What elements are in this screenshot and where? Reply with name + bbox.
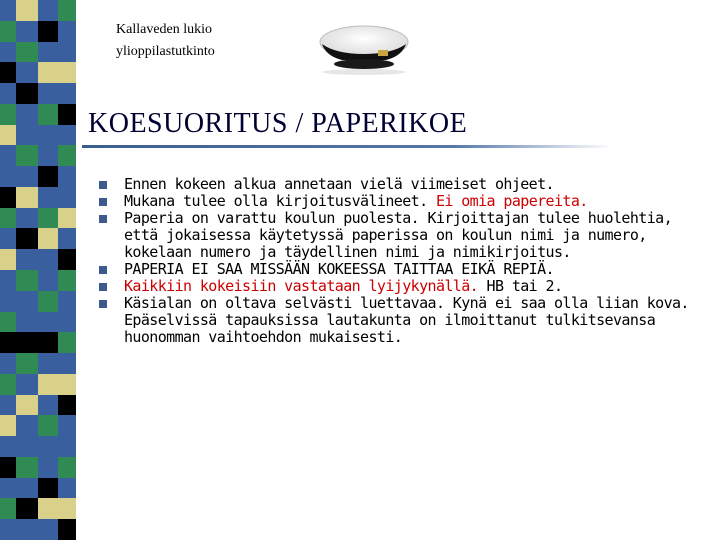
strip-block <box>58 353 76 374</box>
strip-block <box>58 83 76 104</box>
strip-block <box>58 478 76 499</box>
strip-block <box>58 21 76 42</box>
strip-block <box>0 291 16 312</box>
strip-block <box>38 312 58 333</box>
strip-block <box>38 353 58 374</box>
strip-block <box>58 187 76 208</box>
strip-block <box>38 270 58 291</box>
strip-block <box>16 374 38 395</box>
strip-block <box>16 21 38 42</box>
strip-block <box>0 478 16 499</box>
strip-block <box>38 415 58 436</box>
strip-block <box>16 353 38 374</box>
strip-block <box>0 83 16 104</box>
strip-block <box>0 312 16 333</box>
strip-block <box>16 145 38 166</box>
strip-block <box>16 415 38 436</box>
exam-name: ylioppilastutkinto <box>116 44 215 59</box>
strip-block <box>38 291 58 312</box>
strip-block <box>0 457 16 478</box>
strip-block <box>0 208 16 229</box>
strip-block <box>16 83 38 104</box>
strip-block <box>16 104 38 125</box>
strip-block <box>58 228 76 249</box>
decorative-color-strip <box>0 0 76 540</box>
strip-block <box>58 104 76 125</box>
strip-block <box>38 436 58 457</box>
strip-block <box>16 519 38 540</box>
strip-block <box>0 166 16 187</box>
bullet-square-icon <box>99 283 107 291</box>
school-name: Kallaveden lukio <box>116 22 213 37</box>
strip-block <box>58 498 76 519</box>
strip-block <box>58 42 76 63</box>
strip-block <box>38 42 58 63</box>
strip-block <box>0 42 16 63</box>
strip-block <box>0 353 16 374</box>
strip-block <box>58 125 76 146</box>
strip-block <box>58 415 76 436</box>
strip-block <box>58 436 76 457</box>
strip-block <box>38 457 58 478</box>
slide-title: KOESUORITUS / PAPERIKOE <box>88 108 468 139</box>
strip-block <box>16 498 38 519</box>
strip-block <box>38 166 58 187</box>
strip-block <box>16 125 38 146</box>
bullet-item <box>98 261 710 278</box>
strip-block <box>0 374 16 395</box>
strip-block <box>58 519 76 540</box>
strip-block <box>38 62 58 83</box>
strip-block <box>16 395 38 416</box>
strip-block <box>58 312 76 333</box>
strip-block <box>58 374 76 395</box>
bullet-text-highlight: Ei omia papereita. <box>435 192 588 210</box>
bullet-text: HB tai 2. <box>478 277 563 295</box>
strip-block <box>16 228 38 249</box>
strip-block <box>58 208 76 229</box>
strip-block <box>38 187 58 208</box>
strip-block <box>0 332 16 353</box>
strip-block <box>58 62 76 83</box>
strip-block <box>0 0 16 21</box>
strip-block <box>16 332 38 353</box>
bullet-item <box>98 210 710 261</box>
strip-block <box>58 457 76 478</box>
strip-block <box>58 145 76 166</box>
strip-block <box>38 332 58 353</box>
strip-block <box>16 436 38 457</box>
strip-block <box>38 249 58 270</box>
strip-block <box>0 145 16 166</box>
bullet-item <box>98 176 710 193</box>
strip-block <box>0 415 16 436</box>
strip-block <box>58 291 76 312</box>
graduation-cap-photo <box>308 20 416 76</box>
strip-block <box>0 104 16 125</box>
bullet-square-icon <box>99 215 107 223</box>
strip-block <box>58 395 76 416</box>
strip-block <box>38 83 58 104</box>
strip-block <box>0 249 16 270</box>
strip-block <box>16 457 38 478</box>
bullet-item <box>98 278 710 295</box>
bullet-square-icon <box>99 300 107 308</box>
strip-block <box>16 291 38 312</box>
strip-block <box>58 0 76 21</box>
bullet-text: Paperia on varattu koulun puolesta. Kirjoittajan tulee huolehtia, että jokaisessa käytetyssä paperissa on koulun nimi ja numero, kokelaan numero ja täydellinen nimi ja nimikirjoitus. <box>124 209 673 261</box>
strip-block <box>38 395 58 416</box>
bullet-text: PAPERIA EI SAA MISSÄÄN KOKEESSA TAITTAA EIKÄ REPIÄ. <box>124 260 554 278</box>
strip-block <box>16 166 38 187</box>
strip-block <box>38 498 58 519</box>
bullet-text: Mukana tulee olla kirjoitusvälineet. <box>124 192 436 210</box>
strip-block <box>58 249 76 270</box>
strip-block <box>0 395 16 416</box>
strip-block <box>16 270 38 291</box>
strip-block <box>16 249 38 270</box>
strip-block <box>0 436 16 457</box>
strip-block <box>16 312 38 333</box>
strip-block <box>38 208 58 229</box>
strip-block <box>16 478 38 499</box>
strip-block <box>58 166 76 187</box>
strip-block <box>38 104 58 125</box>
bullet-text-highlight: Kaikkiin kokeisiin vastataan lyijykynällä. <box>124 277 479 295</box>
strip-block <box>0 21 16 42</box>
strip-block <box>38 21 58 42</box>
strip-block <box>0 519 16 540</box>
bullet-text: Käsialan on oltava selvästi luettavaa. Kynä ei saa olla liian kova. Epäselvissä tapauksissa lautakunta on ilmoittanut tulkitsevansa huonomman vaihtoehdon mukaisesti. <box>124 294 689 346</box>
strip-block <box>58 270 76 291</box>
strip-block <box>16 42 38 63</box>
bullet-square-icon <box>99 198 107 206</box>
strip-block <box>38 228 58 249</box>
strip-block <box>38 519 58 540</box>
strip-block <box>0 270 16 291</box>
title-underline <box>82 145 612 148</box>
strip-block <box>38 145 58 166</box>
strip-block <box>16 0 38 21</box>
bullet-list <box>98 176 710 346</box>
strip-block <box>0 125 16 146</box>
strip-block <box>38 0 58 21</box>
bullet-item <box>98 193 710 210</box>
strip-block <box>58 332 76 353</box>
strip-block <box>0 187 16 208</box>
bullet-item <box>98 295 710 346</box>
strip-block <box>38 374 58 395</box>
bullet-square-icon <box>99 181 107 189</box>
strip-block <box>0 498 16 519</box>
strip-block <box>16 208 38 229</box>
strip-block <box>16 187 38 208</box>
bullet-square-icon <box>99 266 107 274</box>
strip-block <box>0 228 16 249</box>
strip-block <box>16 62 38 83</box>
strip-block <box>38 125 58 146</box>
bullet-text: Ennen kokeen alkua annetaan vielä viimeiset ohjeet. <box>124 175 554 193</box>
strip-block <box>38 478 58 499</box>
strip-block <box>0 62 16 83</box>
